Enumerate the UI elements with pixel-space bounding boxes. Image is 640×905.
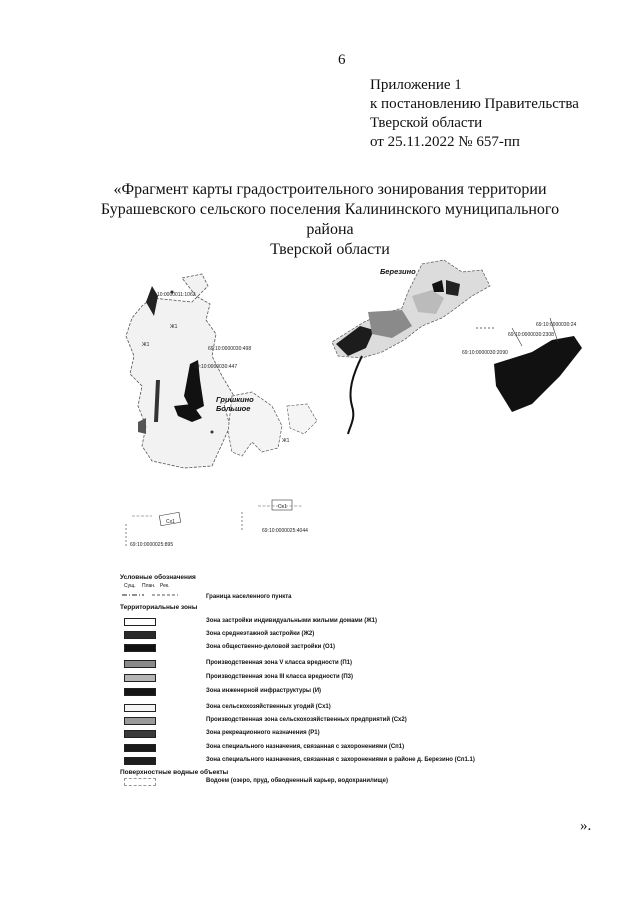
appendix-line: Тверской области: [370, 115, 483, 131]
legend-row: [118, 644, 538, 658]
place-label: Большое: [216, 404, 251, 413]
legend-label: Зона сельскохозяйственных угодий (Сх1): [206, 704, 331, 710]
legend-label: Зона специального назначения, связанная с захоронениями в районе д. Березино (Сп1.1): [206, 757, 475, 763]
appendix-line: от 25.11.2022 № 657-пп: [370, 134, 520, 150]
legend-swatch: [124, 644, 156, 652]
zone-label: Сх1: [278, 504, 287, 510]
legend-label: Производственная зона III класса вредности (П3): [206, 674, 353, 680]
legend-label: Зона инженерной инфраструктуры (И): [206, 688, 322, 694]
legend-label: Водоем (озеро, пруд, обводненный карьер, водохранилище): [206, 778, 388, 784]
legend-row: [118, 744, 538, 758]
page-number: 6: [338, 52, 346, 68]
legend-row: [118, 674, 538, 688]
appendix-line: Приложение 1: [370, 77, 462, 93]
legend-swatch: [124, 778, 156, 786]
cadastral-label: 69:10:0000030:24: [536, 322, 577, 328]
legend-sub-existing: Сущ.: [124, 583, 136, 589]
map-legend: [118, 574, 538, 794]
legend-swatch: [124, 618, 156, 626]
legend-swatch: [124, 717, 156, 725]
legend-row: [118, 688, 538, 702]
title-line: «Фрагмент карты градостроительного зонирования территории: [113, 181, 547, 198]
zone-label: Сх1: [166, 519, 175, 525]
legend-label: Производственная зона сельскохозяйственных предприятий (Сх2): [206, 717, 407, 723]
legend-label: Производственная зона V класса вредности (П1): [206, 660, 352, 666]
place-label: Березино: [380, 267, 416, 276]
legend-swatch: [124, 730, 156, 738]
legend-row: [118, 717, 538, 731]
cadastral-label: 69:10:0000011:1062: [150, 292, 196, 298]
legend-label: Зона специального назначения, связанная с захоронениями (Сп1): [206, 744, 405, 750]
legend-title: Условные обозначения: [120, 574, 196, 581]
legend-swatch: [124, 704, 156, 712]
legend-label: Зона рекреационного назначения (Р1): [206, 730, 320, 736]
cadastral-label: 69:10:0000030:2090: [462, 350, 508, 356]
zone-label: Ж1: [282, 438, 290, 444]
legend-swatch: [124, 757, 156, 765]
legend-label: Зона общественно-деловой застройки (О1): [206, 644, 335, 650]
legend-label: Зона застройки индивидуальными жилыми домами (Ж1): [206, 618, 377, 624]
legend-swatch: [124, 660, 156, 668]
legend-row: [118, 660, 538, 674]
map-lower-fragments: [126, 500, 302, 548]
legend-row-water: [118, 778, 538, 792]
title-line: Тверской области: [270, 241, 390, 258]
legend-section-water: Поверхностные водные объекты: [120, 769, 229, 776]
cadastral-label: 69:10:0000025:4044: [262, 528, 308, 534]
legend-label: Граница населенного пункта: [206, 594, 292, 600]
zone-label: Ж1: [170, 324, 178, 330]
cadastral-label: 69:10:0000025:895: [130, 542, 174, 548]
cadastral-label: 69:10:0000030:447: [194, 364, 238, 370]
legend-sub-planned: План.: [142, 583, 156, 589]
cadastral-label: 69:10:0000030:2308: [508, 332, 554, 338]
legend-label: Зона среднеэтажной застройки (Ж2): [206, 631, 315, 637]
legend-swatch: [124, 674, 156, 682]
legend-row-boundary: [118, 591, 538, 605]
appendix-block: [370, 76, 579, 152]
legend-swatch: [124, 744, 156, 752]
zone-label: Ж1: [142, 342, 150, 348]
map-right-settlement: [332, 260, 582, 434]
legend-row: [118, 730, 538, 744]
legend-row: [118, 704, 538, 718]
document-title: [80, 180, 580, 260]
legend-swatch: [124, 688, 156, 696]
appendix-line: к постановлению Правительства: [370, 96, 579, 112]
cadastral-label: 69:10:0000030:498: [208, 346, 252, 352]
legend-section-zones: Территориальные зоны: [120, 604, 198, 611]
zoning-map: [112, 256, 592, 556]
closing-mark: ».: [580, 818, 592, 834]
place-label: Гришкино: [216, 395, 254, 404]
legend-row: [118, 631, 538, 645]
legend-sub-reconstruct: Рек.: [160, 583, 170, 589]
legend-row: [118, 618, 538, 632]
boundary-line-symbol: [122, 592, 182, 598]
title-line: Бурашевского сельского поселения Калининского муниципального района: [100, 201, 560, 238]
legend-swatch: [124, 631, 156, 639]
